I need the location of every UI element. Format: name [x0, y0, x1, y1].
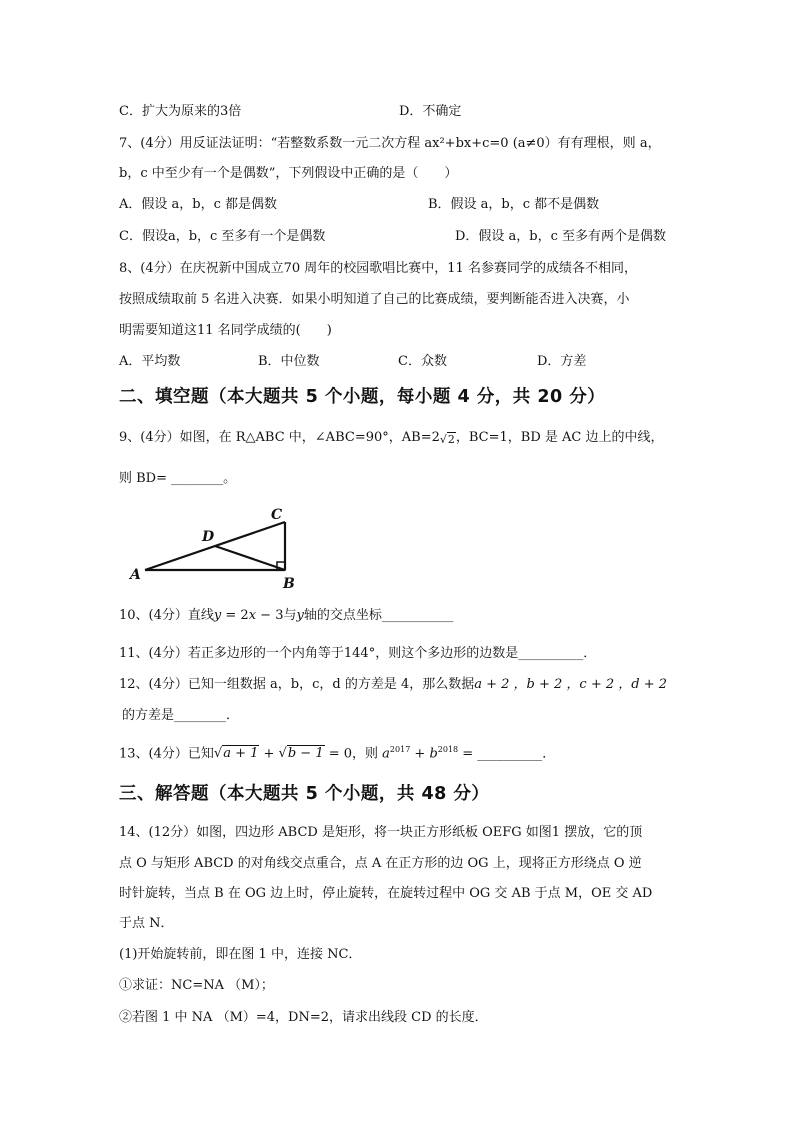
q9-sqrt: √2 [439, 433, 455, 446]
q13-post: = __________． [458, 746, 556, 762]
q10-eq: = 2 [221, 608, 249, 623]
q14-text-line2: 点 O 与矩形 ABCD 的对角线交点重合，点 A 在正方形的边 OG 上，现将正方形绕点 O 逆 [119, 856, 642, 871]
q6-option-d: D．不确定 [399, 104, 462, 119]
q13-text [119, 741, 555, 763]
triangle-diagram [125, 500, 305, 592]
q8-text-line3: 明需要知道这11 名同学成绩的( ) [119, 323, 332, 338]
q13-exp-2: 2018 [437, 745, 459, 754]
q9-triangle-figure [125, 500, 305, 592]
q9-text-part-b: ，BC=1，BD 是 AC 边上的中线， [455, 430, 664, 445]
q10-var-y: y [213, 608, 222, 623]
q8-option-c: C．众数 [398, 354, 447, 369]
label-a: A [130, 567, 141, 583]
q13-a: a [382, 746, 390, 762]
q8-text-line1: 8、(4分）在庆祝新中国成立70 周年的校园歌唱比赛中，11 名参赛同学的成绩各不相同， [119, 261, 637, 276]
q9-text-line1 [119, 429, 664, 449]
q9-text-line2: 则 BD= ________。 [119, 471, 237, 486]
q8-option-d: D．方差 [537, 354, 587, 369]
q13-sqrt-1: √a + 1 [213, 746, 259, 762]
q8-option-b: B．中位数 [258, 354, 320, 369]
q12-text-line2: 的方差是________． [122, 708, 240, 723]
q13-b: b [429, 746, 438, 762]
q10-var-y2: y [296, 608, 304, 623]
q9-text-part-a: 9、(4分）如图，在 R△ABC 中，∠ABC=90°，AB=2 [119, 430, 440, 445]
q10-post: 轴的交点坐标___________ [303, 608, 454, 623]
q13-exp-1: 2017 [389, 745, 411, 754]
q13-plus2: + [410, 746, 430, 762]
q14-text-line4: 于点 N． [119, 916, 174, 931]
q10-rest: − 3 [256, 608, 284, 623]
q13-radicand-1: a + 1 [223, 746, 259, 762]
q8-text-line2: 按照成绩取前 5 名进入决赛．如果小明知道了自己的比赛成绩，要判断能否进入决赛，小 [119, 292, 630, 307]
q14-sub1b: ②若图 1 中 NA （M）=4，DN=2，请求出线段 CD 的长度． [119, 1010, 488, 1025]
label-c: C [271, 507, 283, 523]
q12-terms: a + 2 ，b + 2 ，c + 2 ，d + 2 [474, 677, 668, 692]
q10-text [119, 607, 453, 625]
q7-option-d: D．假设 a，b，c 至多有两个是偶数 [455, 229, 667, 244]
q13-eq: = 0，则 [324, 746, 383, 762]
q14-sub1: (1)开始旋转前，即在图 1 中，连接 NC． [119, 947, 362, 962]
q14-text-line1: 14、(12分）如图，四边形 ABCD 是矩形，将一块正方形纸板 OEFG 如图1 摆放，它的顶 [119, 825, 643, 840]
q14-sub1a: ①求证：NC=NA （M）； [119, 978, 274, 993]
q13-plus: + [259, 746, 279, 762]
q10-var-x: x [248, 608, 257, 623]
q12-pre: 12、(4分）已知一组数据 a，b，c，d 的方差是 4，那么数据 [119, 677, 475, 692]
q9-sqrt-radicand: 2 [447, 433, 455, 446]
q8-option-a: A．平均数 [119, 354, 181, 369]
median-bd [215, 546, 285, 570]
q13-sqrt-2: √b − 1 [278, 746, 324, 762]
label-b: B [283, 576, 295, 592]
q7-option-b: B．假设 a，b，c 都不是偶数 [428, 197, 600, 212]
q7-text-line2: b，c 中至少有一个是偶数”，下列假设中正确的是（ ） [119, 166, 458, 181]
q14-text-line3: 时针旋转，当点 B 在 OG 边上时，停止旋转，在旋转过程中 OG 交 AB 于点 M，OE 交 AD [119, 886, 653, 901]
q12-text-line1 [119, 676, 667, 694]
q7-option-c: C．假设a，b，c 至多有一个是偶数 [119, 229, 326, 244]
q13-radicand-2: b − 1 [287, 746, 324, 762]
q6-option-c: C．扩大为原来的3倍 [119, 104, 242, 119]
q10-mid: 与 [283, 608, 297, 623]
q7-text-line1: 7、(4分）用反证法证明：“若整数系数一元二次方程 ax²+bx+c=0 (a≠0）有有理根，则 a， [119, 136, 661, 151]
section-2-title: 二、填空题（本大题共 5 个小题，每小题 4 分，共 20 分） [119, 387, 606, 407]
section-3-title: 三、解答题（本大题共 5 个小题，共 48 分） [119, 784, 490, 804]
q10-pre: 10、(4分）直线 [119, 608, 214, 623]
q11-text: 11、(4分）若正多边形的一个内角等于144°，则这个多边形的边数是__________． [119, 646, 597, 661]
label-d: D [202, 529, 215, 545]
q7-option-a: A．假设 a，b，c 都是偶数 [119, 197, 278, 212]
q13-pre: 13、(4分）已知 [119, 746, 214, 762]
